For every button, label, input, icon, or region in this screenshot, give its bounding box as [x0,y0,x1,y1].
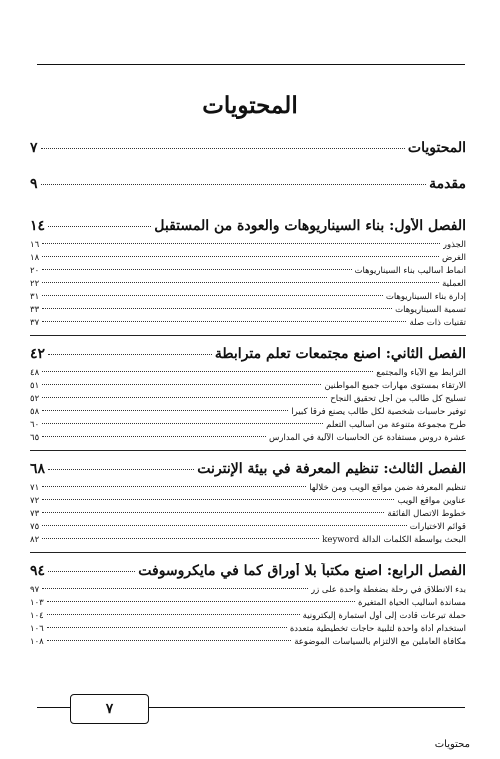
dot-leader [42,588,308,589]
dot-leader [47,627,287,628]
toc-entry-text: الارتقاء بمستوى مهارات جميع المواطنين [324,381,466,391]
toc-page-number: ١٠٤ [30,611,44,621]
toc-page-number: ٣١ [30,292,40,302]
toc-page-number: ٩٤ [30,563,46,579]
toc-subentry[interactable] [30,585,466,598]
toc-subentry[interactable] [30,509,466,522]
toc-subentry[interactable] [30,433,466,446]
toc-entry-text: استخدام أداة واحدة لتلبية حاجات تخطيطية متعددة [289,624,466,634]
toc-page-number: ٧٢ [30,496,40,506]
toc-entry-text: الغرض [441,253,466,263]
toc-page-number: ٤٨ [30,368,40,378]
toc-page-number: ٦٥ [30,433,40,443]
toc-page-number: ٥١ [30,381,40,391]
dot-leader [48,226,151,227]
toc-entry-text: الترابط مع الآباء والمجتمع [376,368,466,378]
toc-page-number: ٦٨ [30,461,46,477]
toc-entry-text: مساندة أساليب الحياة المتغيرة [358,598,466,608]
toc-entry-text: تنظيم المعرفة ضمن مواقع الويب ومن خلالها [309,483,466,493]
toc-entry-text: الفصل الأول: بناء السيناريوهات والعودة من المستقبل [154,218,466,234]
toc-subentry[interactable] [30,535,466,548]
toc-page-number: ٣٣ [30,305,40,315]
toc-subentry[interactable] [30,611,466,624]
dot-leader [42,499,394,500]
toc-entry-text: الفصل الثاني: اصنع مجتمعات تعلم مترابطة [214,346,466,362]
dot-leader [42,512,384,513]
toc-page-number: ٩ [30,176,38,192]
toc-subentry[interactable] [30,624,466,637]
dot-leader [42,308,392,309]
toc-entry-text: مكافأة العاملين مع الالتزام بالسياسات الموضوعة [294,637,466,647]
toc-subentry[interactable] [30,496,466,509]
toc-subentry[interactable] [30,637,466,650]
section-divider [30,450,466,451]
toc-page-number: ٧ [30,140,38,156]
toc-subentry[interactable] [30,240,466,253]
toc-entry-text: الفصل الثالث: تنظيم المعرفة في بيئة الإنترنت [197,461,466,477]
toc-entry-text: إدارة بناء السيناريوهات [385,292,466,302]
toc-entry-text: البحث بواسطة الكلمات الدالة keyword [322,535,466,545]
dot-leader [48,354,212,355]
toc-page-number: ٢٠ [30,266,40,276]
running-title: محتويات [434,739,470,750]
dot-leader [48,469,194,470]
toc-subentry[interactable] [30,407,466,420]
dot-leader [48,571,135,572]
dot-leader [47,640,292,641]
page-number-box: ٧ [70,694,149,724]
dot-leader [42,269,351,270]
toc-subentry[interactable] [30,266,466,279]
toc-subentry[interactable] [30,381,466,394]
toc-entry-text: تقنيات ذات صلة [409,318,466,328]
toc-page-number: ١٨ [30,253,40,263]
dot-leader [42,410,288,411]
toc-subentry[interactable] [30,318,466,331]
toc-subentry[interactable] [30,368,466,381]
toc-page-number: ٧١ [30,483,40,493]
dot-leader [47,601,355,602]
toc-page-number: ٩٧ [30,585,40,595]
toc-entry-text: مقدمة [429,176,466,192]
toc-page-number: ٤٢ [30,346,46,362]
toc-page-number: ٢٢ [30,279,40,289]
footer-rule-right [147,707,465,708]
toc-entry-text: الفصل الرابع: اصنع مكتباً بلا أوراق كما في مايكروسوفت [138,563,466,579]
toc-chapter-3[interactable] [30,461,466,483]
toc-entry-text: الجذور [442,240,466,250]
toc-entry-text: طرح مجموعة متنوعة من أساليب التعلم [326,420,466,430]
toc-chapter-4[interactable] [30,563,466,585]
dot-leader [41,148,405,149]
toc-chapter-2[interactable] [30,346,466,368]
dot-leader [42,538,319,539]
toc-page-number: ٧٥ [30,522,40,532]
toc-page-number: ٥٢ [30,394,40,404]
dot-leader [41,184,427,185]
toc-entry-text: عشرة دروس مستفادة عن الحاسبات الآلية في المدارس [269,433,466,443]
dot-leader [42,397,327,398]
dot-leader [42,384,321,385]
toc-subentry[interactable] [30,394,466,407]
toc-page-number: ١٠٨ [30,637,44,647]
toc-subentry[interactable] [30,420,466,433]
dot-leader [42,243,440,244]
section-divider [30,335,466,336]
section-divider [30,552,466,553]
dot-leader [42,436,266,437]
toc-entry-text: قوائم الاختيارات [409,522,466,532]
footer-rule-left [37,707,71,708]
toc-page-number: ٧٣ [30,509,40,519]
dot-leader [42,423,323,424]
toc-subentry[interactable] [30,292,466,305]
toc-entry-text: العملية [442,279,466,289]
toc-entry-text: خطوط الاتصال الفائقة [387,509,466,519]
toc-page-number: ١٠٦ [30,624,44,634]
toc-entry-text: تسليح كل طالب من أجل تحقيق النجاح [330,394,466,404]
toc-subentry[interactable] [30,483,466,496]
toc-entry-text: توفير حاسبات شخصية لكل طالب يصنع فرقاً كبيراً [291,407,466,417]
toc-chapter-1[interactable] [30,218,466,240]
toc-entry-contents[interactable] [30,140,466,162]
top-rule [37,64,465,65]
toc-page-number: ٦٠ [30,420,40,430]
toc-entry-text: تسمية السيناريوهات [395,305,466,315]
toc-entry-text: بدء الانطلاق في رحلة بضغطة واحدة على زر [310,585,466,595]
dot-leader [47,614,300,615]
page-title: المحتويات [202,92,298,119]
dot-leader [42,371,373,372]
dot-leader [42,321,406,322]
toc-entry-intro[interactable] [30,176,466,198]
toc-entry-text: أنماط أساليب بناء السيناريوهات [354,266,466,276]
dot-leader [42,525,407,526]
toc-page-number: ١٤ [30,218,46,234]
toc-page-number: ٣٧ [30,318,40,328]
toc-page-number: ٥٨ [30,407,40,417]
toc-subentry[interactable] [30,522,466,535]
toc-subentry[interactable] [30,598,466,611]
dot-leader [42,256,439,257]
dot-leader [42,295,383,296]
table-of-contents [30,140,466,650]
toc-subentry[interactable] [30,279,466,292]
toc-entry-text: المحتويات [407,140,466,156]
toc-subentry[interactable] [30,305,466,318]
toc-page-number: ٨٢ [30,535,40,545]
toc-entry-text: عناوين مواقع الويب [397,496,466,506]
dot-leader [42,282,439,283]
toc-subentry[interactable] [30,253,466,266]
toc-entry-text: حملة تبرعات قادت إلى أول استمارة إليكترونية [302,611,466,621]
toc-page-number: ١٦ [30,240,40,250]
dot-leader [42,486,306,487]
toc-page-number: ١٠٣ [30,598,44,608]
